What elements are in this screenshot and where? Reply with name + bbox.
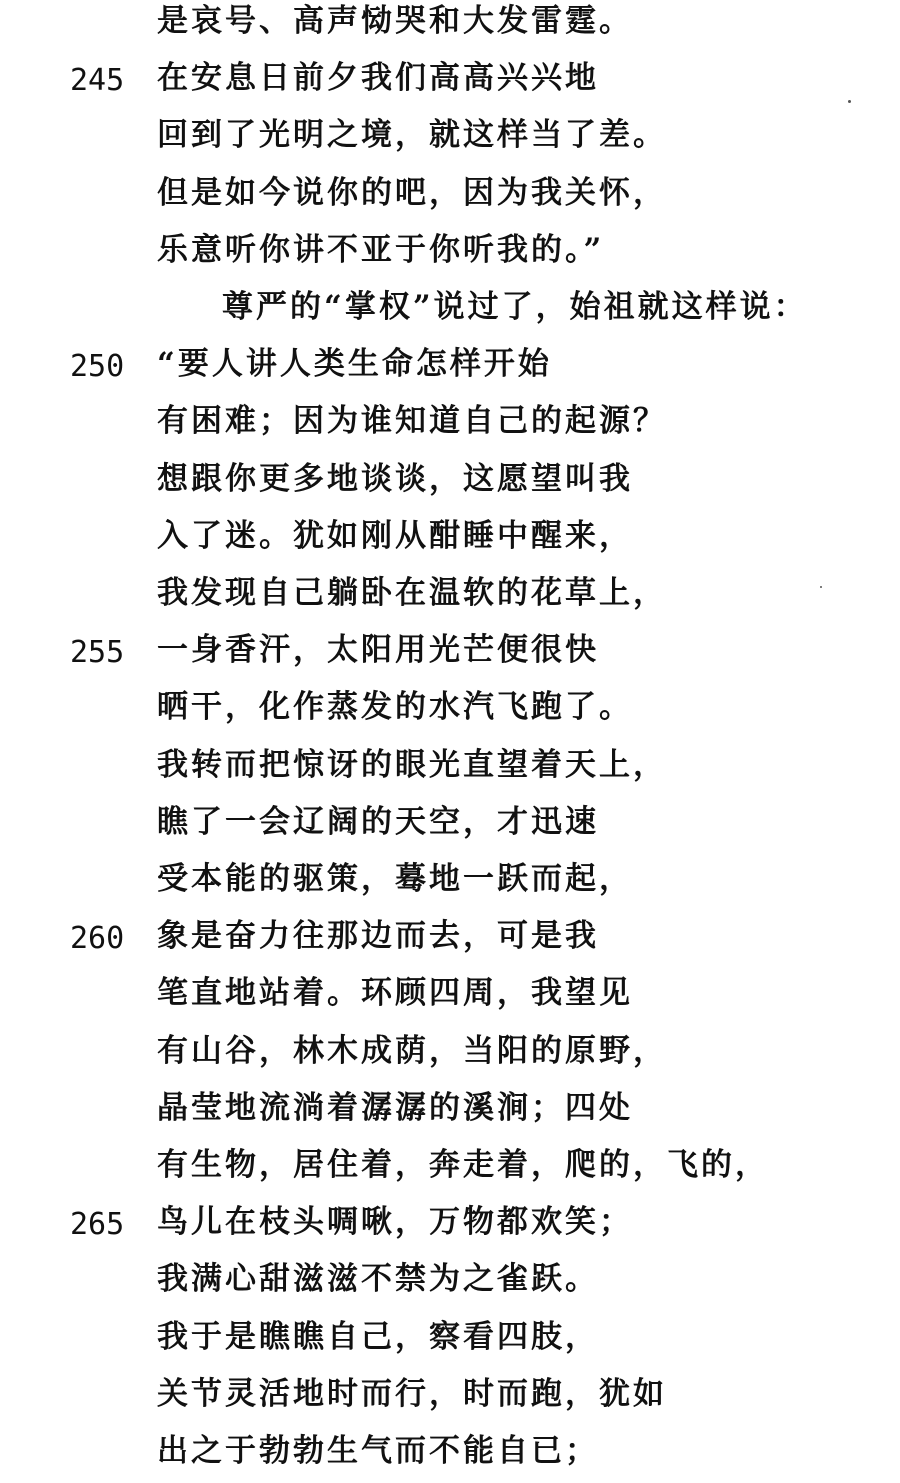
poem-line [0, 1312, 900, 1369]
poem-line [0, 225, 900, 282]
poem-line [0, 0, 900, 53]
poem-line [0, 53, 900, 110]
line-text: 入了迷。犹如刚从酣睡中醒来， [157, 517, 633, 554]
poem-line [0, 511, 900, 568]
line-text: 想跟你更多地谈谈，这愿望叫我 [157, 460, 633, 497]
poem-line [0, 740, 900, 797]
line-number: 250 [70, 349, 125, 385]
line-number: 255 [70, 635, 125, 671]
line-text: 回到了光明之境，就这样当了差。 [157, 117, 667, 154]
line-number: 265 [70, 1207, 125, 1243]
line-text: 但是如今说你的吧，因为我关怀， [157, 174, 667, 211]
poem-line [0, 1254, 900, 1311]
poem-line [0, 168, 900, 225]
line-text: 出之于勃勃生气而不能自已； [157, 1433, 599, 1469]
line-text: 瞧了一会辽阔的天空，才迅速 [157, 803, 599, 840]
line-text: 关节灵活地时而行，时而跑，犹如 [157, 1375, 667, 1412]
line-text: 我于是瞧瞧自己，察看四肢， [157, 1318, 599, 1355]
line-number: 260 [70, 921, 125, 957]
line-text: 笔直地站着。环顾四周，我望见 [157, 975, 633, 1012]
poem-line [0, 911, 900, 968]
line-text: 受本能的驱策，蓦地一跃而起， [157, 861, 633, 897]
poem-line [0, 282, 900, 339]
line-text: 在安息日前夕我们高高兴兴地 [157, 60, 599, 97]
poem-line [0, 1083, 900, 1140]
line-text: 我满心甜滋滋不禁为之雀跃。 [157, 1261, 599, 1298]
poem-line [0, 110, 900, 167]
poem-line [0, 854, 900, 911]
poem-line [0, 625, 900, 682]
line-text: 乐意听你讲不亚于你听我的。” [157, 231, 605, 268]
poem-line [0, 339, 900, 396]
line-text: 一身香汗，太阳用光芒便很快 [157, 632, 599, 669]
poem-line [0, 1197, 900, 1254]
poem-line [0, 1140, 900, 1197]
poem-line [0, 454, 900, 511]
scan-speck [848, 100, 851, 103]
poem-line [0, 682, 900, 739]
poem-line [0, 968, 900, 1025]
line-text: 是哀号、高声恸哭和大发雷霆。 [157, 3, 633, 39]
line-text: 尊严的“掌权”说过了，始祖就这样说： [222, 289, 808, 325]
poem-line [0, 1026, 900, 1083]
line-text: 鸟儿在枝头啁啾，万物都欢笑； [157, 1204, 633, 1241]
line-text: 晒干，化作蒸发的水汽飞跑了。 [157, 689, 633, 726]
poem-line [0, 568, 900, 625]
line-text: 有生物，居住着，奔走着，爬的，飞的， [157, 1147, 769, 1183]
line-text: 有山谷，林木成荫，当阳的原野， [157, 1032, 667, 1069]
line-text: “要人讲人类生命怎样开始 [157, 346, 552, 383]
scan-speck [820, 586, 822, 588]
line-text: 有困难；因为谁知道自己的起源？ [157, 403, 667, 440]
line-text: 象是奋力往那边而去，可是我 [157, 918, 599, 955]
poem-line [0, 1426, 900, 1483]
line-number: 245 [70, 63, 125, 99]
poem-line [0, 797, 900, 854]
line-text: 我转而把惊讶的眼光直望着天上， [157, 746, 667, 783]
poem-line [0, 1369, 900, 1426]
line-text: 晶莹地流淌着潺潺的溪涧；四处 [157, 1089, 633, 1126]
poem-line [0, 396, 900, 453]
line-text: 我发现自己躺卧在温软的花草上， [157, 575, 667, 611]
